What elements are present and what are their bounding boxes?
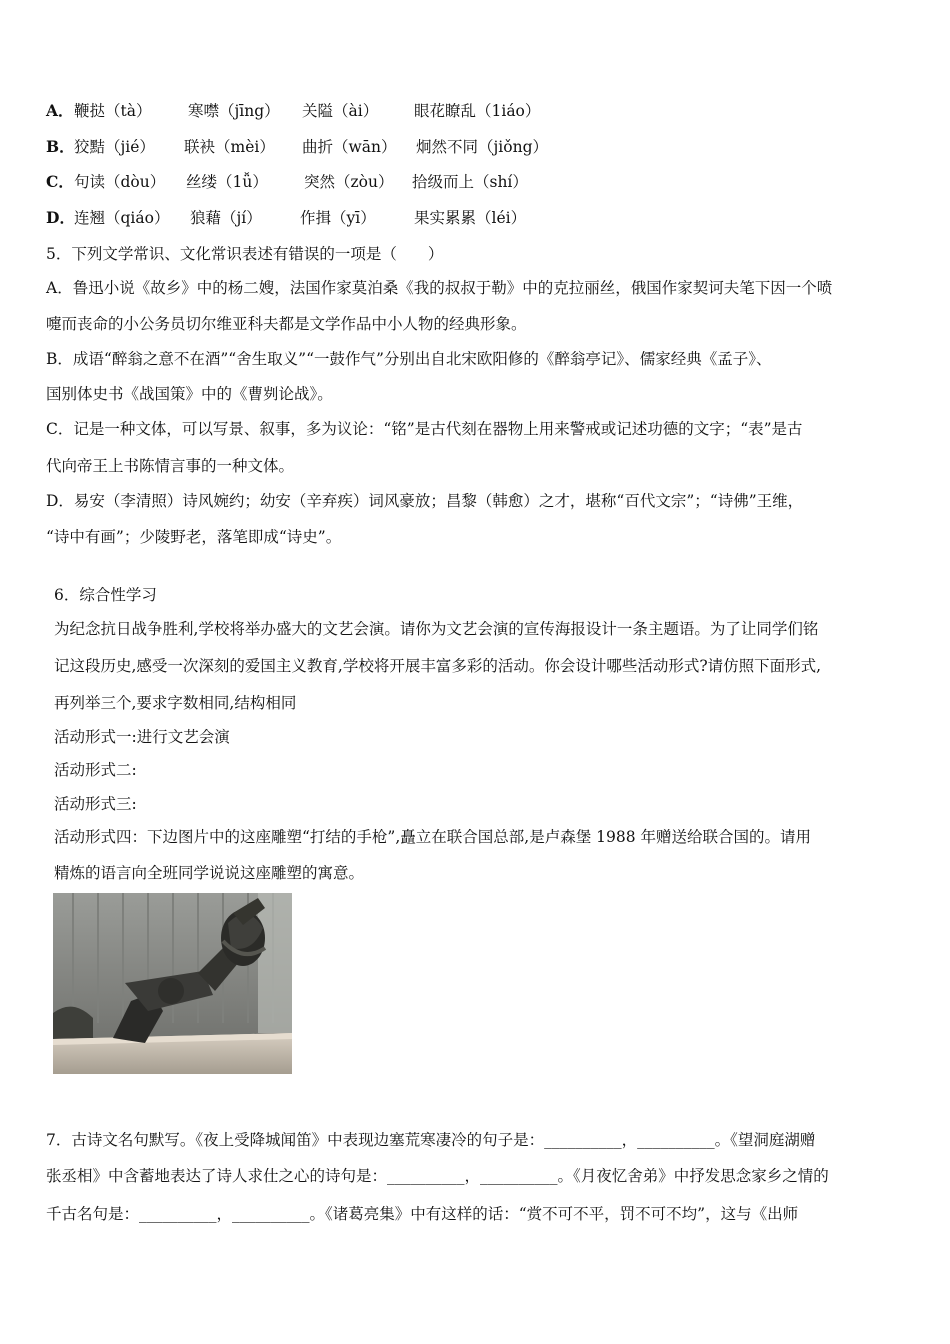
- q5-option-a-line1: A．鲁迅小说《故乡》中的杨二嫂，法国作家莫泊桑《我的叔叔于勒》中的克拉丽丝，俄国作家契诃夫笔下因一个喷: [46, 279, 833, 297]
- q5-option-d-line2: “诗中有画”；少陵野老，落笔即成“诗史”。: [46, 528, 342, 546]
- option-label: B．: [46, 137, 75, 156]
- q7-line3: 千古名句是：__________，__________。《诸葛亮集》中有这样的话：“赏不可不平，罚不可不均”，这与《出师: [46, 1205, 799, 1223]
- option-label: C．: [46, 172, 74, 191]
- option-label: A．: [46, 101, 74, 120]
- q6-paragraph-line1: 为纪念抗日战争胜利,学校将举办盛大的文艺会演。请你为文艺会演的宣传海报设计一条主题语。为了让同学们铭: [54, 620, 819, 638]
- q4-option-b: [46, 136, 906, 158]
- option-item: 鞭挞（tà）: [74, 102, 152, 120]
- option-item: 突然（zòu）: [304, 173, 394, 191]
- q6-form-4-line2: 精炼的语言向全班同学说说这座雕塑的寓意。: [54, 864, 365, 882]
- q5-option-d-line1: D．易安（李清照）诗风婉约；幼安（辛弃疾）词风豪放；昌黎（韩愈）之才，堪称“百代文宗”；“诗佛”王维，: [46, 492, 804, 510]
- q5-option-a-line2: 嚏而丧命的小公务员切尔维亚科夫都是文学作品中小人物的经典形象。: [46, 315, 527, 333]
- option-item: 狼藉（jí）: [190, 209, 262, 227]
- q6-form-4-line1: 活动形式四：下边图片中的这座雕塑“打结的手枪”,矗立在联合国总部,是卢森堡 1988 年赠送给联合国的。请用: [54, 828, 812, 846]
- q6-paragraph-line3: 再列举三个,要求字数相同,结构相同: [54, 694, 297, 712]
- q5-option-b-line1: B．成语“醉翁之意不在酒”“舍生取义”“一鼓作气”分别出自北宋欧阳修的《醉翁亭记》、儒家经典《孟子》、: [46, 350, 772, 368]
- option-item: 丝缕（1ǚ）: [186, 173, 268, 191]
- option-item: 作揖（yī）: [300, 209, 376, 227]
- knotted-gun-sculpture-photo: [53, 893, 292, 1074]
- option-item: 寒噤（jīng）: [188, 102, 280, 120]
- option-label: D．: [46, 208, 75, 227]
- q4-option-c: [46, 171, 906, 193]
- q5-option-c-line1: C．记是一种文体，可以写景、叙事，多为议论：“铭”是古代刻在器物上用来警戒或记述功德的文字；“表”是古: [46, 420, 803, 438]
- option-item: 曲折（wān）: [302, 138, 397, 156]
- q6-form-3: 活动形式三:: [54, 795, 137, 813]
- option-item: 果实累累（léi）: [414, 209, 527, 227]
- option-item: 拾级而上（shí）: [412, 173, 528, 191]
- q5-option-c-line2: 代向帝王上书陈情言事的一种文体。: [46, 457, 295, 475]
- option-item: 联袂（mèi）: [184, 138, 275, 156]
- q4-option-a: [46, 100, 906, 122]
- q6-form-1: 活动形式一:进行文艺会演: [54, 728, 230, 746]
- q7-line2: 张丞相》中含蓄地表达了诗人求仕之心的诗句是：__________，__________。《月夜忆舍弟》中抒发思念家乡之情的: [46, 1167, 829, 1185]
- option-item: 眼花瞭乱（1iáo）: [414, 102, 541, 120]
- q6-form-2: 活动形式二:: [54, 761, 137, 779]
- option-item: 狡黠（jié）: [74, 138, 155, 156]
- q6-paragraph-line2: 记这段历史,感受一次深刻的爱国主义教育,学校将开展丰富多彩的活动。你会设计哪些活动形式?请仿照下面形式,: [54, 657, 822, 675]
- option-item: 句读（dòu）: [74, 173, 166, 191]
- option-item: 连翘（qiáo）: [74, 209, 170, 227]
- q6-title: 6．综合性学习: [54, 586, 157, 604]
- q7-line1: 7．古诗文名句默写。《夜上受降城闻笛》中表现边塞荒寒凄冷的句子是：__________，__________。《望洞庭湖赠: [46, 1131, 816, 1149]
- q5-option-b-line2: 国别体史书《战国策》中的《曹刿论战》。: [46, 385, 333, 403]
- q4-option-d: [46, 207, 906, 229]
- q5-stem: 5．下列文学常识、文化常识表述有错误的一项是（ ）: [46, 245, 444, 263]
- option-item: 关隘（ài）: [302, 102, 379, 120]
- option-item: 炯然不同（jiǒng）: [416, 138, 549, 156]
